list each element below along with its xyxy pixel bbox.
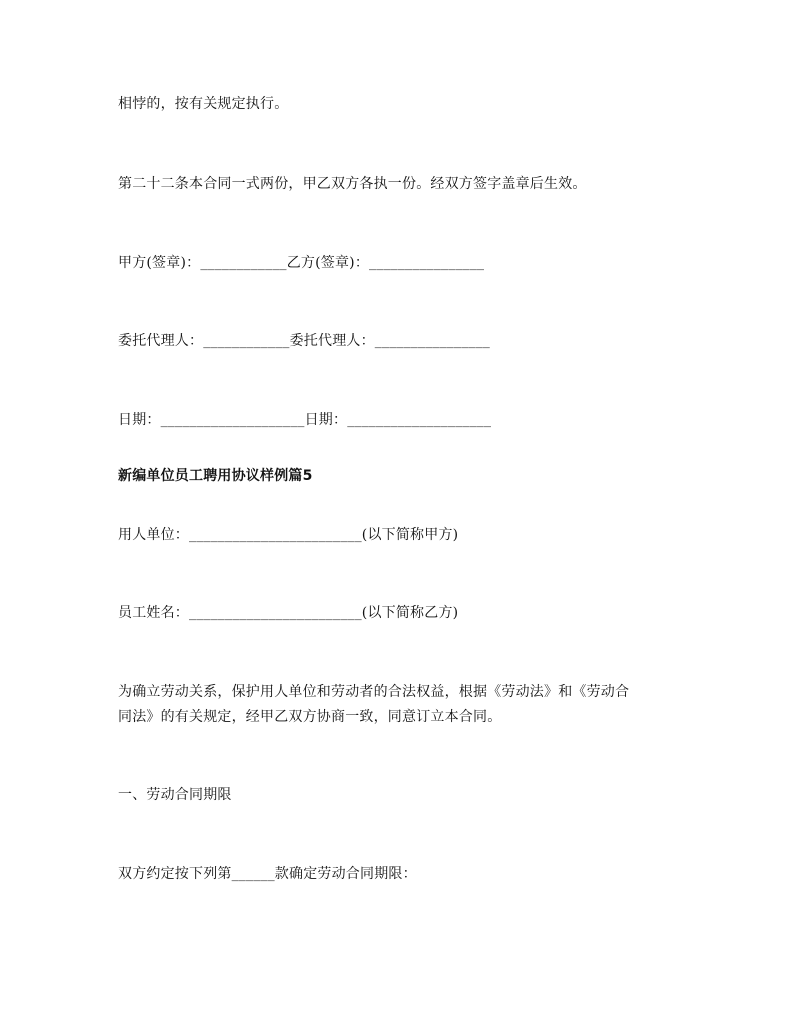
signature-line-agents: 委托代理人：____________委托代理人：________________ bbox=[118, 333, 490, 349]
clause-1-heading: 一、劳动合同期限 bbox=[118, 787, 232, 803]
article-22-text: 第二十二条本合同一式两份，甲乙双方各执一份。经双方签字盖章后生效。 bbox=[118, 176, 587, 192]
signature-line-parties: 甲方(签章)：____________乙方(签章)：________________ bbox=[118, 255, 485, 271]
paragraph-continuation: 相悖的，按有关规定执行。 bbox=[118, 96, 289, 112]
signature-line-dates: 日期：____________________日期：____________________ bbox=[118, 412, 492, 428]
clause-1-text: 双方约定按下列第______款确定劳动合同期限： bbox=[118, 866, 417, 882]
section-heading: 新编单位员工聘用协议样例篇5 bbox=[118, 468, 313, 484]
preamble-line-1: 为确立劳动关系，保护用人单位和劳动者的合法权益，根据《劳动法》和《劳动合 bbox=[118, 684, 630, 700]
employer-field-line: 用人单位：________________________(以下简称甲方) bbox=[118, 527, 459, 543]
preamble-line-2: 同法》的有关规定，经甲乙双方协商一致，同意订立本合同。 bbox=[118, 709, 502, 725]
employee-field-line: 员工姓名：________________________(以下简称乙方) bbox=[118, 605, 459, 621]
